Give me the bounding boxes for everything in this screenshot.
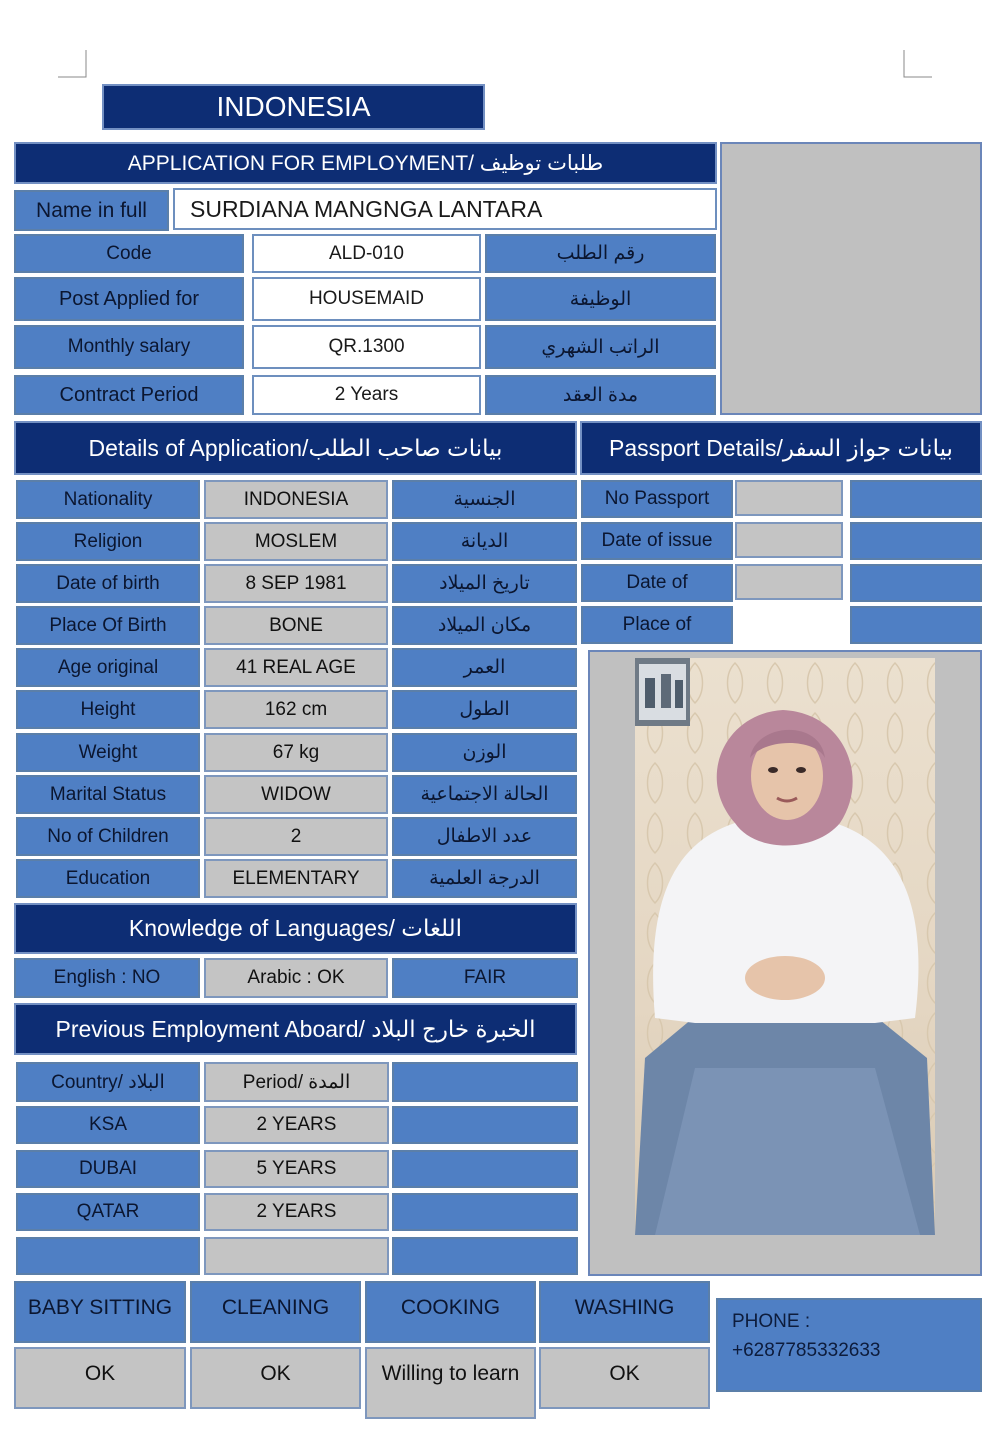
- phone-label: PHONE :: [732, 1311, 811, 1332]
- employment-country: DUBAI: [16, 1150, 200, 1188]
- contract-value: 2 Years: [252, 375, 481, 415]
- issue-date-extra: [850, 522, 982, 560]
- passport-number-value: [735, 480, 843, 516]
- issue-date-value: [735, 522, 843, 558]
- skill-name: WASHING: [539, 1281, 710, 1343]
- detail-value: INDONESIA: [204, 480, 388, 519]
- employment-extra-header: [392, 1062, 578, 1102]
- detail-value: 2: [204, 817, 388, 856]
- detail-value: 8 SEP 1981: [204, 564, 388, 603]
- employment-period: 2 YEARS: [204, 1193, 389, 1231]
- detail-value: ELEMENTARY: [204, 859, 388, 898]
- skill-name: BABY SITTING: [14, 1281, 186, 1343]
- salary-label: Monthly salary: [14, 325, 244, 369]
- phone-box: [716, 1298, 982, 1392]
- passport-heading: Passport Details/بيانات جواز السفر: [580, 421, 982, 475]
- code-label: Code: [14, 234, 244, 273]
- full-body-photo: [635, 658, 935, 1235]
- employment-period-header: Period/ المدة: [204, 1062, 389, 1102]
- detail-label: No of Children: [16, 817, 200, 856]
- detail-value: MOSLEM: [204, 522, 388, 561]
- detail-label: Age original: [16, 648, 200, 687]
- employment-extra: [392, 1237, 578, 1275]
- employment-country: QATAR: [16, 1193, 200, 1231]
- detail-label: Height: [16, 690, 200, 729]
- detail-arabic: عدد الاطفال: [392, 817, 577, 856]
- phone-number: +6287785332633: [732, 1340, 881, 1361]
- detail-arabic: الوزن: [392, 733, 577, 772]
- employment-country: KSA: [16, 1106, 200, 1144]
- detail-arabic: الطول: [392, 690, 577, 729]
- employment-extra: [392, 1106, 578, 1144]
- employment-heading: Previous Employment Aboard/ الخبرة خارج البلاد: [14, 1003, 577, 1055]
- place-of-issue-label: Place of: [581, 606, 733, 644]
- passport-number-extra: [850, 480, 982, 518]
- skill-value: OK: [190, 1347, 361, 1409]
- expiry-date-label: Date of: [581, 564, 733, 602]
- post-arabic: الوظيفة: [485, 277, 716, 321]
- salary-value: QR.1300: [252, 325, 481, 369]
- employment-period: 2 YEARS: [204, 1106, 389, 1144]
- detail-label: Place Of Birth: [16, 606, 200, 645]
- skill-name: COOKING: [365, 1281, 536, 1343]
- detail-label: Religion: [16, 522, 200, 561]
- detail-label: Education: [16, 859, 200, 898]
- detail-arabic: الديانة: [392, 522, 577, 561]
- detail-value: 67 kg: [204, 733, 388, 772]
- skill-name: CLEANING: [190, 1281, 361, 1343]
- employment-country-header: Country/ البلاد: [16, 1062, 200, 1102]
- detail-arabic: الدرجة العلمية: [392, 859, 577, 898]
- detail-label: Marital Status: [16, 775, 200, 814]
- skill-value: OK: [539, 1347, 710, 1409]
- contract-arabic: مدة العقد: [485, 375, 716, 415]
- page-corner-mark-right: [903, 50, 933, 78]
- issue-date-label: Date of issue: [581, 522, 733, 560]
- code-arabic: رقم الطلب: [485, 234, 716, 273]
- id-photo-placeholder: [720, 142, 982, 415]
- languages-heading: Knowledge of Languages/ اللغات: [14, 903, 577, 954]
- code-value: ALD-010: [252, 234, 481, 273]
- detail-label: Date of birth: [16, 564, 200, 603]
- language-fluency: FAIR: [392, 958, 578, 998]
- expiry-date-value: [735, 564, 843, 600]
- country-banner: INDONESIA: [102, 84, 485, 130]
- form-title: APPLICATION FOR EMPLOYMENT/ طلبات توظيف: [14, 142, 717, 184]
- detail-label: Weight: [16, 733, 200, 772]
- detail-value: 41 REAL AGE: [204, 648, 388, 687]
- expiry-date-extra: [850, 564, 982, 602]
- detail-label: Nationality: [16, 480, 200, 519]
- contract-label: Contract Period: [14, 375, 244, 415]
- details-heading: Details of Application/بيانات صاحب الطلب: [14, 421, 577, 475]
- skill-value: Willing to learn: [365, 1347, 536, 1419]
- employment-country: [16, 1237, 200, 1275]
- employment-extra: [392, 1193, 578, 1231]
- detail-value: WIDOW: [204, 775, 388, 814]
- employment-extra: [392, 1150, 578, 1188]
- detail-arabic: العمر: [392, 648, 577, 687]
- page-corner-mark-left: [58, 50, 88, 78]
- detail-arabic: تاريخ الميلاد: [392, 564, 577, 603]
- salary-arabic: الراتب الشهري: [485, 325, 716, 369]
- place-of-issue-extra: [850, 606, 982, 644]
- name-value: SURDIANA MANGNGA LANTARA: [173, 188, 717, 230]
- detail-value: BONE: [204, 606, 388, 645]
- name-label: Name in full: [14, 190, 169, 231]
- detail-arabic: الجنسية: [392, 480, 577, 519]
- detail-arabic: الحالة الاجتماعية: [392, 775, 577, 814]
- place-of-issue-value: [735, 606, 848, 644]
- post-label: Post Applied for: [14, 277, 244, 321]
- detail-value: 162 cm: [204, 690, 388, 729]
- passport-number-label: No Passport: [581, 480, 733, 518]
- detail-arabic: مكان الميلاد: [392, 606, 577, 645]
- employment-period: [204, 1237, 389, 1275]
- arabic-level: Arabic : OK: [204, 958, 388, 998]
- english-level: English : NO: [14, 958, 200, 998]
- skill-value: OK: [14, 1347, 186, 1409]
- post-value: HOUSEMAID: [252, 277, 481, 321]
- employment-period: 5 YEARS: [204, 1150, 389, 1188]
